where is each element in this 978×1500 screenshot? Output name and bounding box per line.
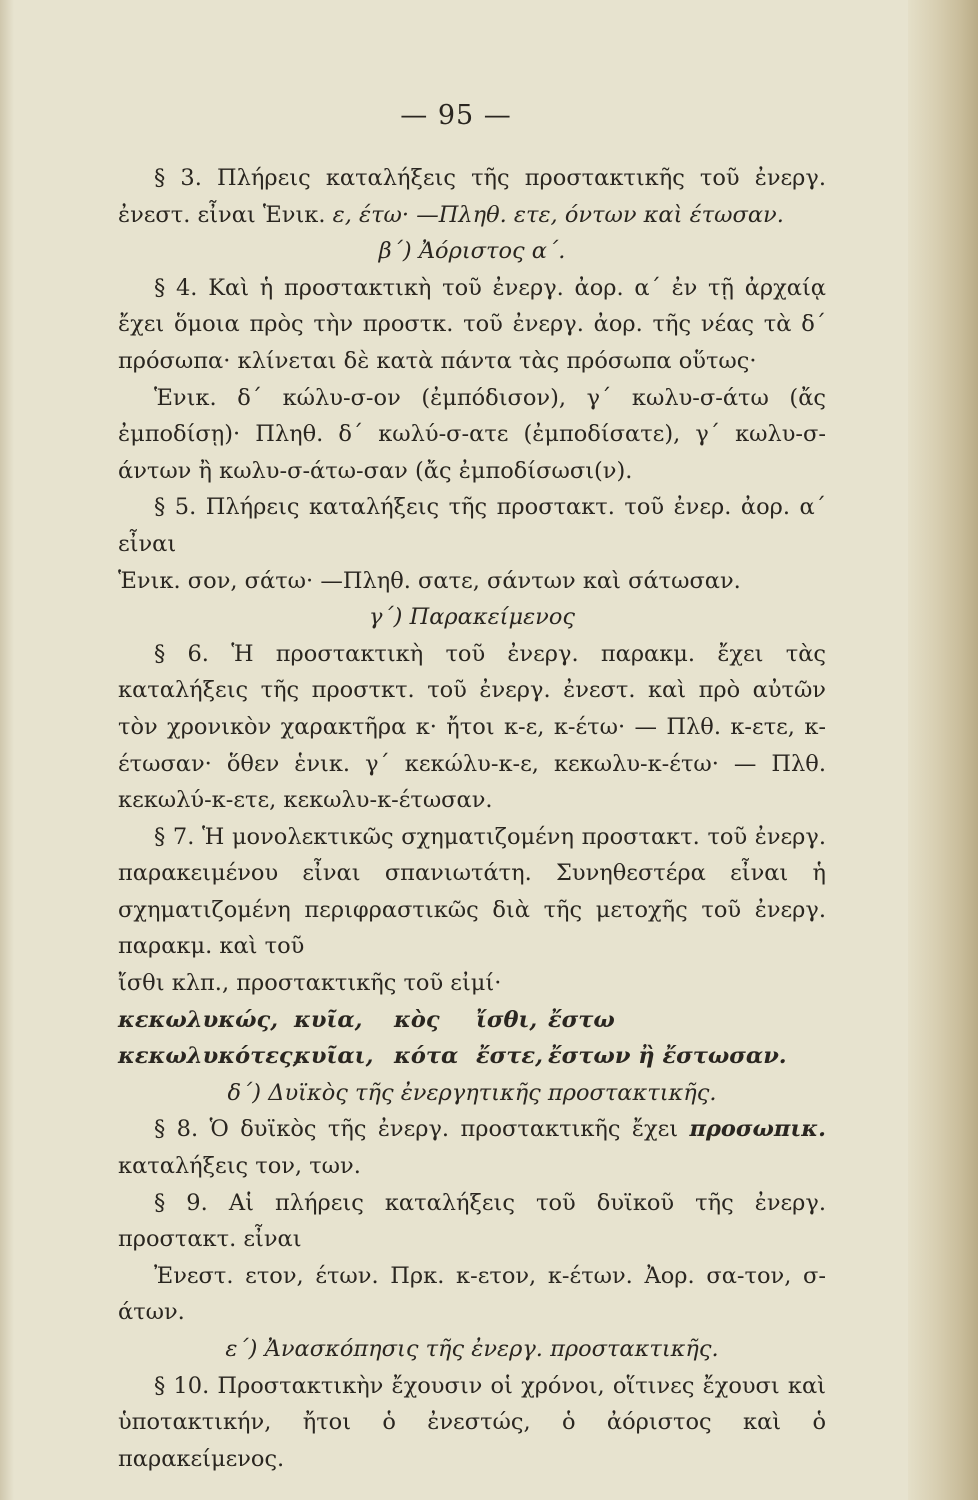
paradigm-cell: ἴσθι, [476, 1006, 538, 1033]
heading-review: ε΄) Ἀνασκόπησις τῆς ἐνεργ. προστακτικῆς. [225, 1336, 719, 1362]
paragraph-4: § 4. Καὶ ἡ προστακτικὴ τοῦ ἐνεργ. ἀορ. α΄ ἐν τῇ ἀρχαίᾳ ἔχει ὅμοια πρὸς τὴν προστκ. τοῦ ἐνεργ. ἀορ. τῆς νέας τὰ δ΄ πρόσωπα· κλίνεται δὲ κατὰ πάντα τὰς πρόσωπα οὕτως· [118, 274, 826, 374]
paradigm-cell: κυῖαι, [294, 1043, 374, 1070]
paragraph-3-endings: ε, έτω· —Πληθ. ετε, όντων καὶ έτωσαν. [332, 201, 784, 228]
paradigm-cell: ἔστων ἢ ἔστωσαν. [548, 1043, 787, 1070]
page-body [118, 160, 826, 1477]
paragraph-8-bold: προσωπικ. [689, 1116, 826, 1143]
paradigm-row-1 [118, 1002, 826, 1039]
paragraph-7-end: ἴσθι κλπ., προστακτικῆς τοῦ εἰμί· [118, 970, 502, 997]
paradigm-cell: ἔστω [548, 1006, 615, 1033]
paragraph-8-endings: καταλήξεις τον, των. [118, 1153, 361, 1180]
page-left-edge [0, 0, 14, 1500]
paragraph-5: § 5. Πλήρεις καταλήξεις τῆς προστακτ. τοῦ ἐνερ. ἀορ. α΄ εἶναι [118, 494, 826, 557]
paragraph-9: § 9. Αἱ πλήρεις καταλήξεις τοῦ δυϊκοῦ τῆς ἐνεργ. προστακτ. εἶναι [118, 1189, 826, 1253]
paradigm-cell: κότα [394, 1043, 459, 1070]
paragraph-8 [118, 1111, 826, 1184]
paradigm-cell: κυῖα, [294, 1006, 363, 1033]
paragraph-3 [118, 160, 826, 233]
paragraph-3-line2-label: εἶναι Ἑνικ. [197, 201, 333, 228]
heading-aorist: β΄) Ἀόριστος α΄. [378, 238, 566, 265]
paragraph-7: § 7. Ἡ μονολεκτικῶς σχηματιζομένη προστακτ. τοῦ ἐνεργ. παρακειμένου εἶναι σπανιωτάτη. Συνηθεστέρα εἶναι ἡ σχηματιζομένη περιφραστικῶς διὰ τῆς μετοχῆς τοῦ ἐνεργ. παρακμ. καὶ τοῦ [118, 823, 826, 960]
paragraph-6: § 6. Ἡ προστακτικὴ τοῦ ἐνεργ. παρακμ. ἔχει τὰς καταλήξεις τῆς προστκτ. τοῦ ἐνεργ. ἐνεστ. καὶ πρὸ αὐτῶν τὸν χρονικὸν χαρακτῆρα κ· ἤτοι κ-ε, κ-έτω· — Πλθ. κ-ετε, κ-έτωσαν· ὅθεν ἑνικ. γ΄ κεκώλυ-κ-ε, κεκωλυ-κ-έτω· — Πλθ. κεκωλύ-κ-ετε, κεκωλυ-κ-έτωσαν. [118, 640, 826, 814]
page-right-edge [908, 0, 978, 1500]
paradigm-cell: κεκωλυκότες, [118, 1043, 301, 1070]
heading-perfect: γ΄) Παρακείμενος [368, 604, 576, 631]
paragraph-8-text: § 8. Ὁ δυϊκὸς τῆς ἐνεργ. προστακτικῆς ἔχει [154, 1116, 690, 1143]
paragraph-9-endings: Ἐνεστ. ετον, έτων. Πρκ. κ-ετον, κ-έτων. Ἀορ. σα-τον, σ-άτων. [118, 1262, 826, 1326]
page-number: — 95 — [400, 100, 512, 131]
paradigm-cell: κεκωλυκώς, [118, 1006, 279, 1033]
paragraph-3-line1: § 3. Πλήρεις καταλήξεις τῆς προστακτικῆς τοῦ ἐνεργ. ἐνεστ. [118, 165, 826, 228]
paragraph-5-endings: Ἑνικ. σον, σάτω· —Πληθ. σατε, σάντων καὶ σάτωσαν. [118, 567, 741, 594]
paradigm-row-2 [118, 1038, 826, 1075]
heading-dual: δ΄) Δυϊκὸς τῆς ἐνεργητικῆς προστακτικῆς. [227, 1079, 717, 1106]
paragraph-10: § 10. Προστακτικὴν ἔχουσιν οἱ χρόνοι, οἵτινες ἔχουσι καὶ ὑποτακτικήν, ἤτοι ὁ ἐνεστώς, ὁ ἀόριστος καὶ ὁ παρακείμενος. [118, 1372, 826, 1472]
paragraph-4-forms: Ἑνικ. δ΄ κώλυ-σ-ον (ἐμπόδισον), γ΄ κωλυ-σ-άτω (ἄς ἐμποδίσῃ)· Πληθ. δ΄ κωλύ-σ-ατε (ἐμποδίσατε), γ΄ κωλυ-σ-άντων ἢ κωλυ-σ-άτω-σαν (ἄς ἐμποδίσωσι(ν). [118, 384, 826, 484]
paradigm-cell: ἔστε, [476, 1043, 543, 1070]
paradigm-cell: κὸς [394, 1006, 440, 1033]
